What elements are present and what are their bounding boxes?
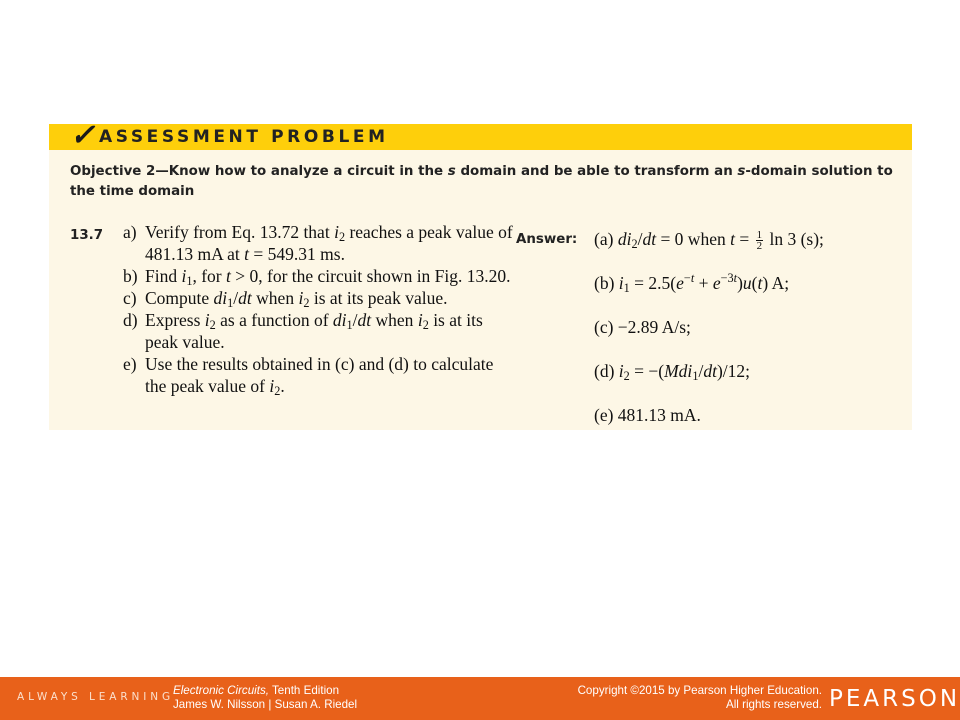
part-label: e) — [123, 354, 137, 374]
objective-text: Objective 2—Know how to analyze a circuit in the s domain and be able to transform an s-domain solution to the time domain — [70, 164, 893, 199]
part-label: c) — [123, 288, 137, 308]
answer-a: (a) $di_2/dt = 0$ when t = $\frac{1}{2}$ ln 3 (s); — [594, 229, 824, 253]
book-edition: Tenth Edition — [269, 684, 340, 697]
part-e: e) Use the results obtained in (c) and (d) to calculate the peak value of $i_2$. — [123, 354, 494, 398]
answer-d: (d) $i_2 = -(Mdi_1/dt)/12$; — [594, 361, 750, 383]
part-a: a) Verify from Eq. 13.72 that $i_2$ reaches a peak value of 481.13 mA at t = 549.31 ms. — [123, 222, 513, 264]
assessment-banner — [49, 118, 912, 153]
answer-label: Answer: — [516, 232, 578, 247]
answer-e: (e) 481.13 mA. — [594, 405, 701, 425]
footer-bar — [0, 677, 960, 720]
book-title: Electronic Circuits, — [173, 684, 269, 697]
part-label: a) — [123, 222, 137, 242]
always-learning-tagline: ALWAYS LEARNING — [17, 691, 175, 703]
part-label: d) — [123, 310, 138, 330]
copyright-line-2: All rights reserved. — [725, 698, 822, 711]
book-credit — [173, 684, 357, 712]
book-authors: James W. Nilsson | Susan A. Riedel — [173, 698, 358, 711]
answer-c: (c) −2.89 A/s; — [594, 317, 691, 337]
answer-list — [594, 224, 904, 444]
assessment-problem-box — [49, 118, 912, 430]
copyright-notice — [578, 684, 822, 712]
part-c: c) Compute $di_1/dt$ when $i_2$ is at its peak value. — [123, 288, 448, 310]
problem-number: 13.7 — [70, 228, 104, 243]
pearson-logo: PEARSON — [829, 686, 960, 712]
banner-title: ASSESSMENT PROBLEM — [99, 127, 389, 147]
answer-b: (b) $i_1 = 2.5(e^{-t} + e^{-3t})u(t)$ A; — [594, 271, 790, 295]
part-label: b) — [123, 266, 138, 286]
copyright-line-1: Copyright ©2015 by Pearson Higher Education. — [577, 684, 822, 697]
checkmark-icon: ✓ — [70, 118, 96, 153]
problem-parts — [123, 221, 513, 397]
part-d: d) Express $i_2$ as a function of $di_1/dt$ when $i_2$ is at its peak value. — [123, 310, 483, 352]
part-b: b) Find $i_1$, for t > 0, for the circuit shown in Fig. 13.20. — [123, 266, 511, 288]
